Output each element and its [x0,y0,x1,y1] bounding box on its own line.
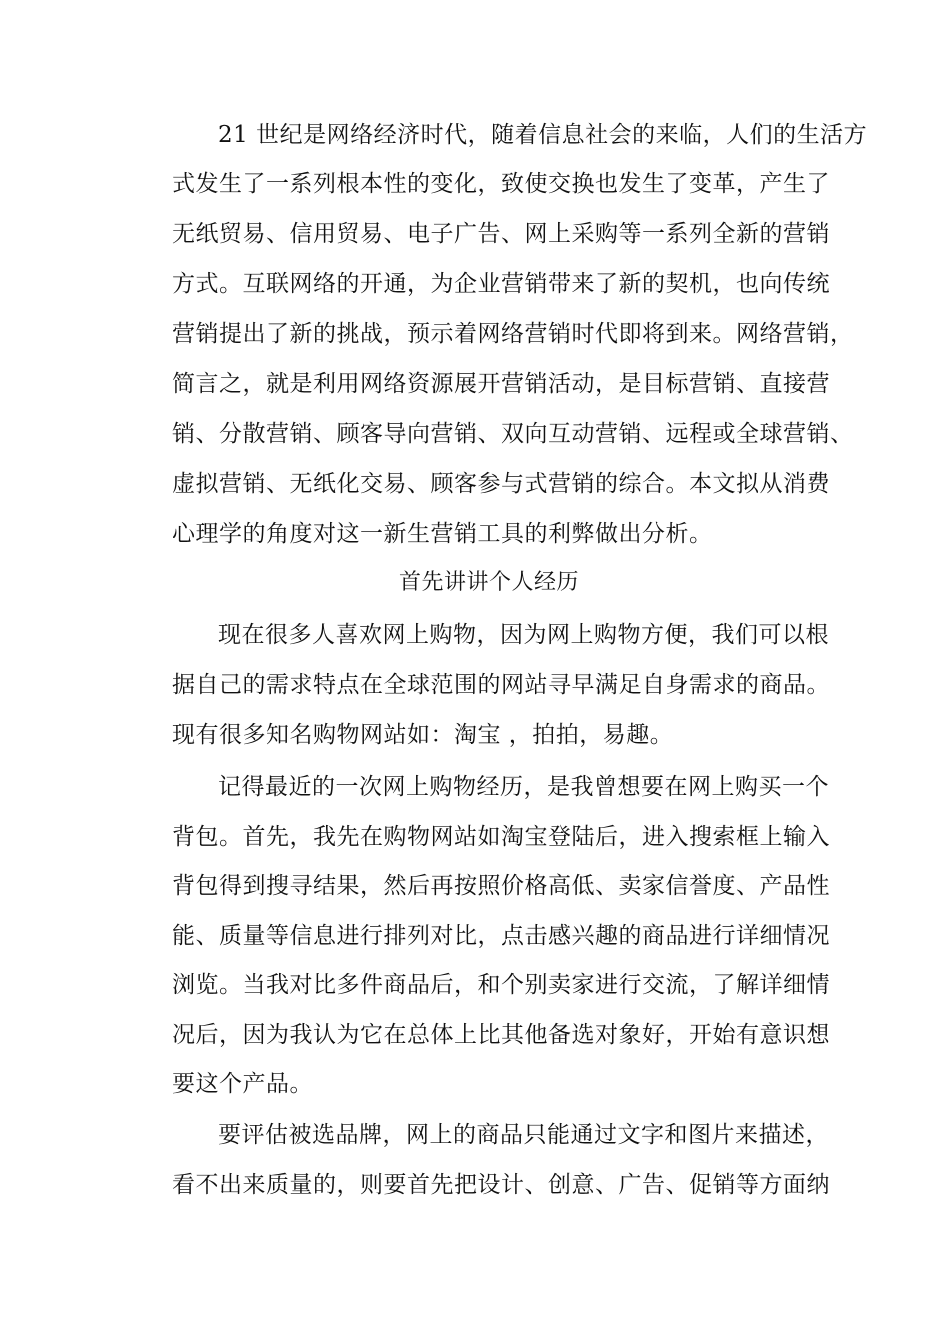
text-line: 营销提出了新的挑战，预示着网络营销时代即将到来。网络营销， [172,321,854,347]
text-line: 心理学的角度对这一新生营销工具的利弊做出分析。 [172,521,713,547]
text-line: 要这个产品。 [172,1071,313,1097]
text-line: 记得最近的一次网上购物经历，是我曾想要在网上购买一个 [218,774,829,800]
text-line: 据自己的需求特点在全球范围的网站寻早满足自身需求的商品。 [172,672,830,698]
text-line: 式发生了一系列根本性的变化，致使交换也发生了变革，产生了 [172,171,830,197]
text-line: 要评估被选品牌，网上的商品只能通过文字和图片来描述， [218,1122,829,1148]
text-line: 虚拟营销、无纸化交易、顾客参与式营销的综合。本文拟从消费 [172,471,830,497]
text-line: 21 世纪是网络经济时代，随着信息社会的来临，人们的生活方 [218,122,868,148]
text-line: 销、分散营销、顾客导向营销、双向互动营销、远程或全球营销、 [172,421,854,447]
text-line: 背包得到搜寻结果，然后再按照价格高低、卖家信誉度、产品性 [172,873,830,899]
text-line: 现有很多知名购物网站如：淘宝 ，拍拍，易趣。 [172,722,674,748]
text-line: 看不出来质量的，则要首先把设计、创意、广告、促销等方面纳 [172,1172,830,1198]
text-line: 况后，因为我认为它在总体上比其他备选对象好，开始有意识想 [172,1022,830,1048]
text-line: 背包。首先，我先在购物网站如淘宝登陆后，进入搜索框上输入 [172,824,830,850]
text-line: 无纸贸易、信用贸易、电子广告、网上采购等一系列全新的营销 [172,221,830,247]
text-line: 能、质量等信息进行排列对比，点击感兴趣的商品进行详细情况 [172,923,830,949]
text-line: 现在很多人喜欢网上购物，因为网上购物方便，我们可以根 [218,622,829,648]
text-line: 简言之，就是利用网络资源展开营销活动，是目标营销、直接营 [172,371,830,397]
text-line: 浏览。当我对比多件商品后，和个别卖家进行交流，了解详细情 [172,972,830,998]
section-heading: 首先讲讲个人经历 [398,570,579,595]
text-line: 方式。互联网络的开通，为企业营销带来了新的契机，也向传统 [172,271,830,297]
